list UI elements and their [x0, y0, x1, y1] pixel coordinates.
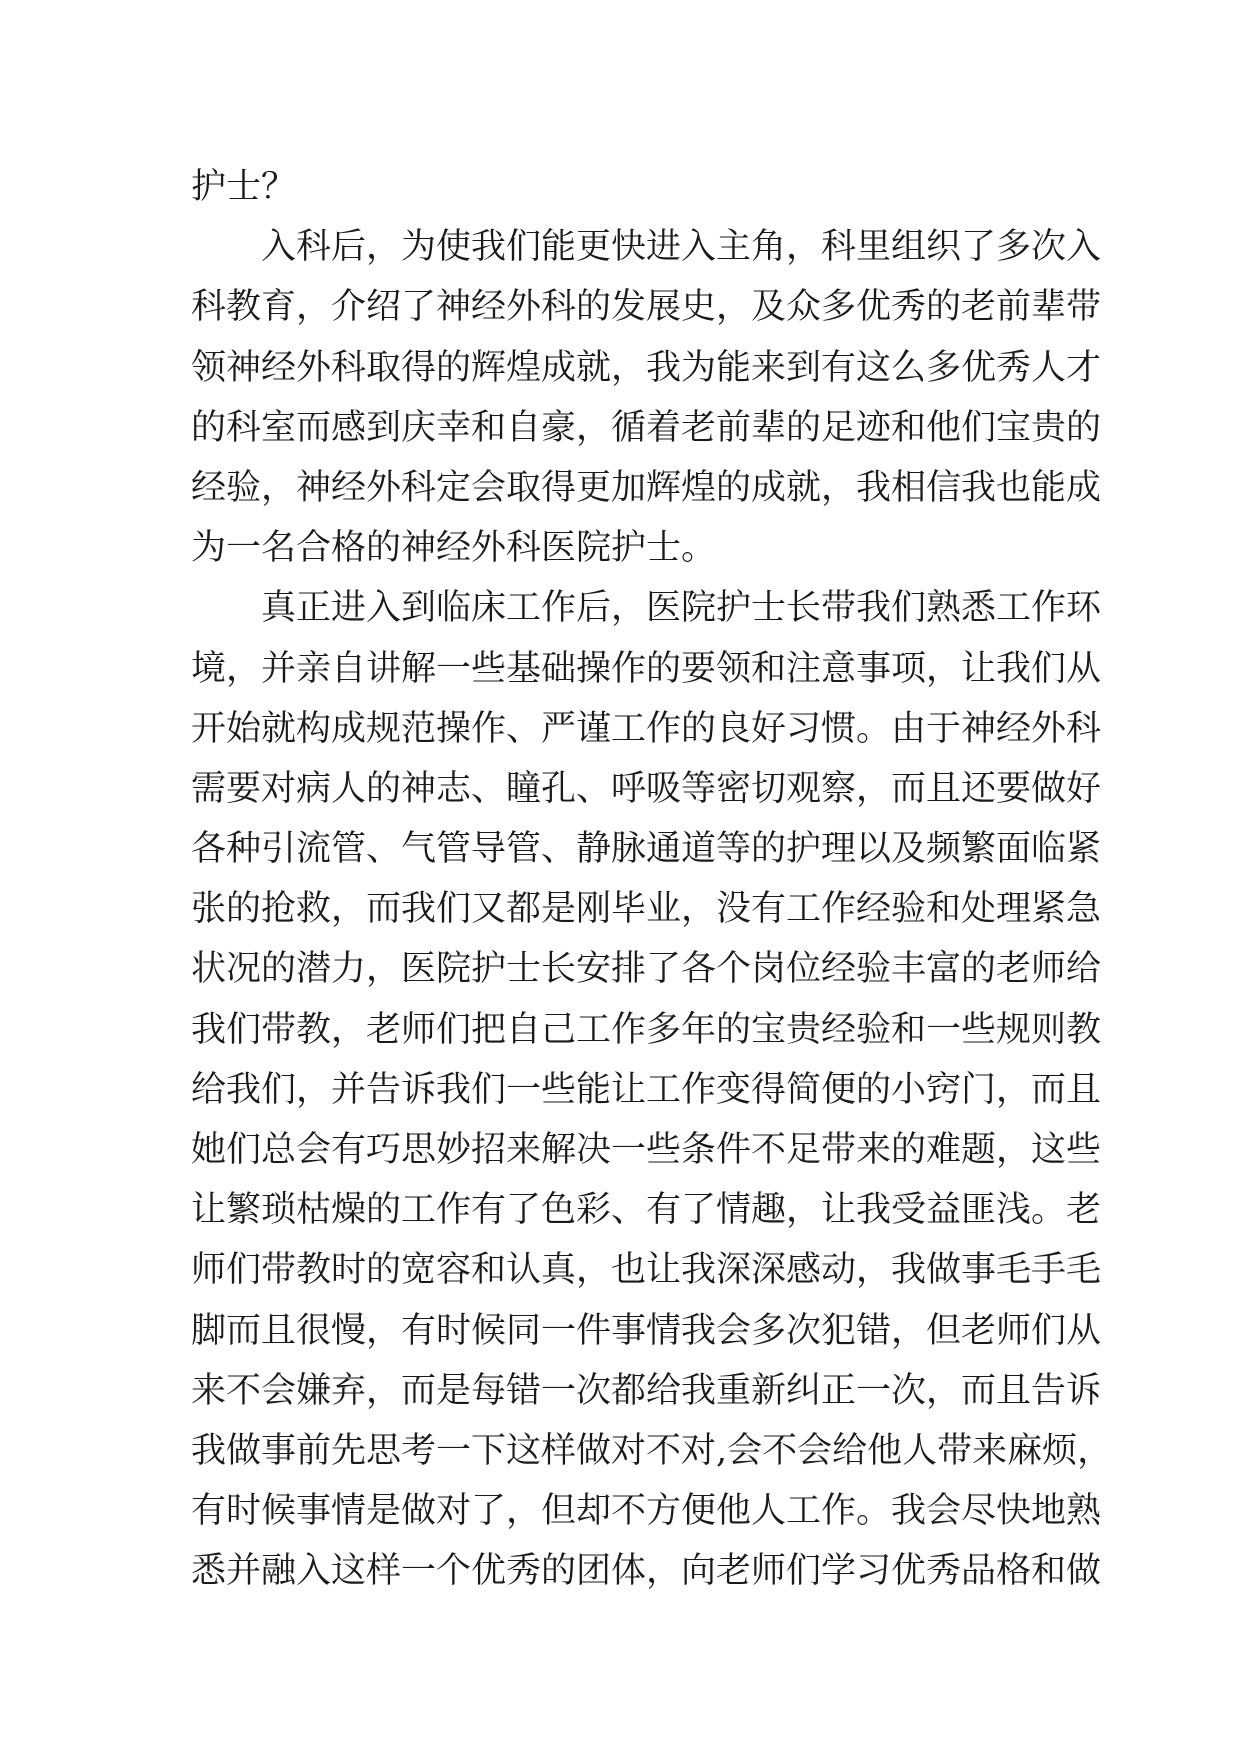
text-line: 有时候事情是做对了，但却不方便他人工作。我会尽快地熟: [191, 1491, 1102, 1532]
text-line: 给我们，并告诉我们一些能让工作变得简便的小窍门，而且: [191, 1069, 1102, 1110]
text-line: 需要对病人的神志、瞳孔、呼吸等密切观察，而且还要做好: [191, 768, 1102, 809]
text-line: 我做事前先思考一下这样做对不对,会不会给他人带来麻烦，: [191, 1430, 1113, 1471]
text-line: 张的抢救，而我们又都是刚毕业，没有工作经验和处理紧急: [191, 889, 1102, 930]
text-line: 为一名合格的神经外科医院护士。: [191, 528, 717, 569]
text-line: 悉并融入这样一个优秀的团体，向老师们学习优秀品格和做: [191, 1551, 1102, 1592]
text-line: 状况的潜力，医院护士长安排了各个岗位经验丰富的老师给: [191, 949, 1102, 990]
text-line: 科教育，介绍了神经外科的发展史，及众多优秀的老前辈带: [191, 287, 1102, 328]
text-line: 各种引流管、气管导管、静脉通道等的护理以及频繁面临紧: [191, 829, 1102, 870]
text-line: 的科室而感到庆幸和自豪，循着老前辈的足迹和他们宝贵的: [191, 407, 1102, 448]
text-line: 护士？: [191, 167, 297, 207]
text-line: 师们带教时的宽容和认真，也让我深深感动，我做事毛手毛: [191, 1250, 1102, 1291]
text-line: 她们总会有巧思妙招来解决一些条件不足带来的难题，这些: [191, 1130, 1102, 1170]
text-line: 让繁琐枯燥的工作有了色彩、有了情趣，让我受益匪浅。老: [191, 1190, 1102, 1231]
text-line: 开始就构成规范操作、严谨工作的良好习惯。由于神经外科: [191, 708, 1102, 749]
text-line: 入科后，为使我们能更快进入主角，科里组织了多次入: [261, 227, 1102, 268]
text-line: 经验，神经外科定会取得更加辉煌的成就，我相信我也能成: [191, 467, 1102, 508]
body-text: [191, 157, 1113, 1602]
text-line: 境，并亲自讲解一些基础操作的要领和注意事项，让我们从: [191, 648, 1102, 689]
text-line: 脚而且很慢，有时候同一件事情我会多次犯错，但老师们从: [191, 1310, 1102, 1351]
text-line: 领神经外科取得的辉煌成就，我为能来到有这么多优秀人才: [191, 347, 1102, 388]
text-line: 真正进入到临床工作后，医院护士长带我们熟悉工作环: [261, 588, 1102, 629]
text-line: 我们带教，老师们把自己工作多年的宝贵经验和一些规则教: [191, 1009, 1102, 1050]
text-line: 来不会嫌弃，而是每错一次都给我重新纠正一次，而且告诉: [191, 1370, 1102, 1411]
